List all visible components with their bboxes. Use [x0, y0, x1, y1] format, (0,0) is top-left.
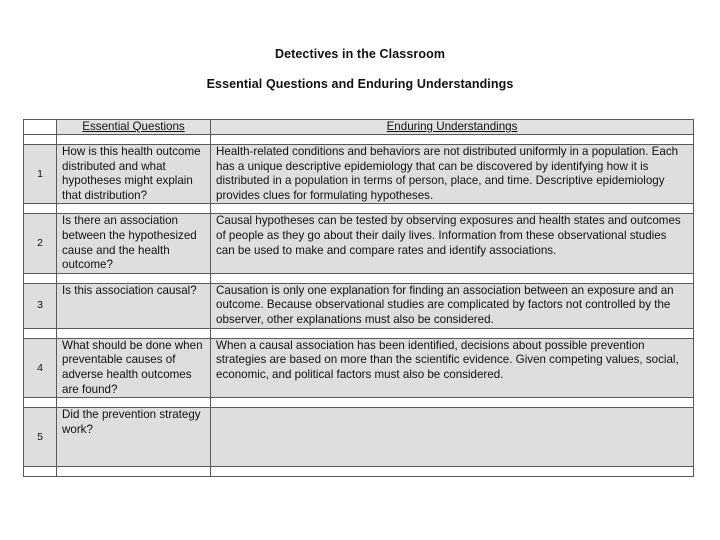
essential-question: How is this health outcome distributed and what hypotheses might explain that distribution?	[57, 145, 211, 204]
enduring-understanding: When a causal association has been identified, decisions about possible prevention strategies are based on more than the scientific evidence. Given competing values, social, economic, and political factors must also be considered.	[211, 338, 694, 397]
questions-table	[23, 119, 694, 477]
row-number: 1	[24, 145, 57, 204]
table-header-row	[24, 120, 694, 135]
spacer-row	[24, 467, 694, 477]
row-number: 4	[24, 338, 57, 397]
row-number: 5	[24, 408, 57, 467]
row-number: 3	[24, 283, 57, 328]
essential-question: What should be done when preventable causes of adverse health outcomes are found?	[57, 338, 211, 397]
spacer-row	[24, 273, 694, 283]
table-row	[24, 408, 694, 467]
enduring-understanding	[211, 408, 694, 467]
header-number	[24, 120, 57, 135]
spacer-row	[24, 328, 694, 338]
table-row	[24, 214, 694, 273]
table-row	[24, 283, 694, 328]
header-enduring-understandings: Enduring Understandings	[211, 120, 694, 135]
spacer-row	[24, 135, 694, 145]
enduring-understanding: Causal hypotheses can be tested by observing exposures and health states and outcomes of people as they go about their daily lives. Information from these observational studies can be used to make and compare rates and identify associations.	[211, 214, 694, 273]
document-title: Detectives in the Classroom	[274, 47, 446, 61]
header-essential-questions: Essential Questions	[57, 120, 211, 135]
table-row	[24, 338, 694, 397]
table-row	[24, 145, 694, 204]
spacer-row	[24, 398, 694, 408]
enduring-understanding: Health-related conditions and behaviors are not distributed uniformly in a population. Each has a unique descriptive epidemiology that can be discovered by identifying how it is distributed in a population in terms of person, place, and time. Descriptive epidemiology provides clues for formulating hypotheses.	[211, 145, 694, 204]
essential-question: Is this association causal?	[57, 283, 211, 328]
enduring-understanding: Causation is only one explanation for finding an association between an exposure and an outcome. Because observational studies are complicated by factors not controlled by the observer, other explanations must also be considered.	[211, 283, 694, 328]
essential-question: Did the prevention strategy work?	[57, 408, 211, 467]
document-subtitle: Essential Questions and Enduring Understandings	[206, 77, 514, 91]
essential-question: Is there an association between the hypothesized cause and the health outcome?	[57, 214, 211, 273]
spacer-row	[24, 204, 694, 214]
row-number: 2	[24, 214, 57, 273]
